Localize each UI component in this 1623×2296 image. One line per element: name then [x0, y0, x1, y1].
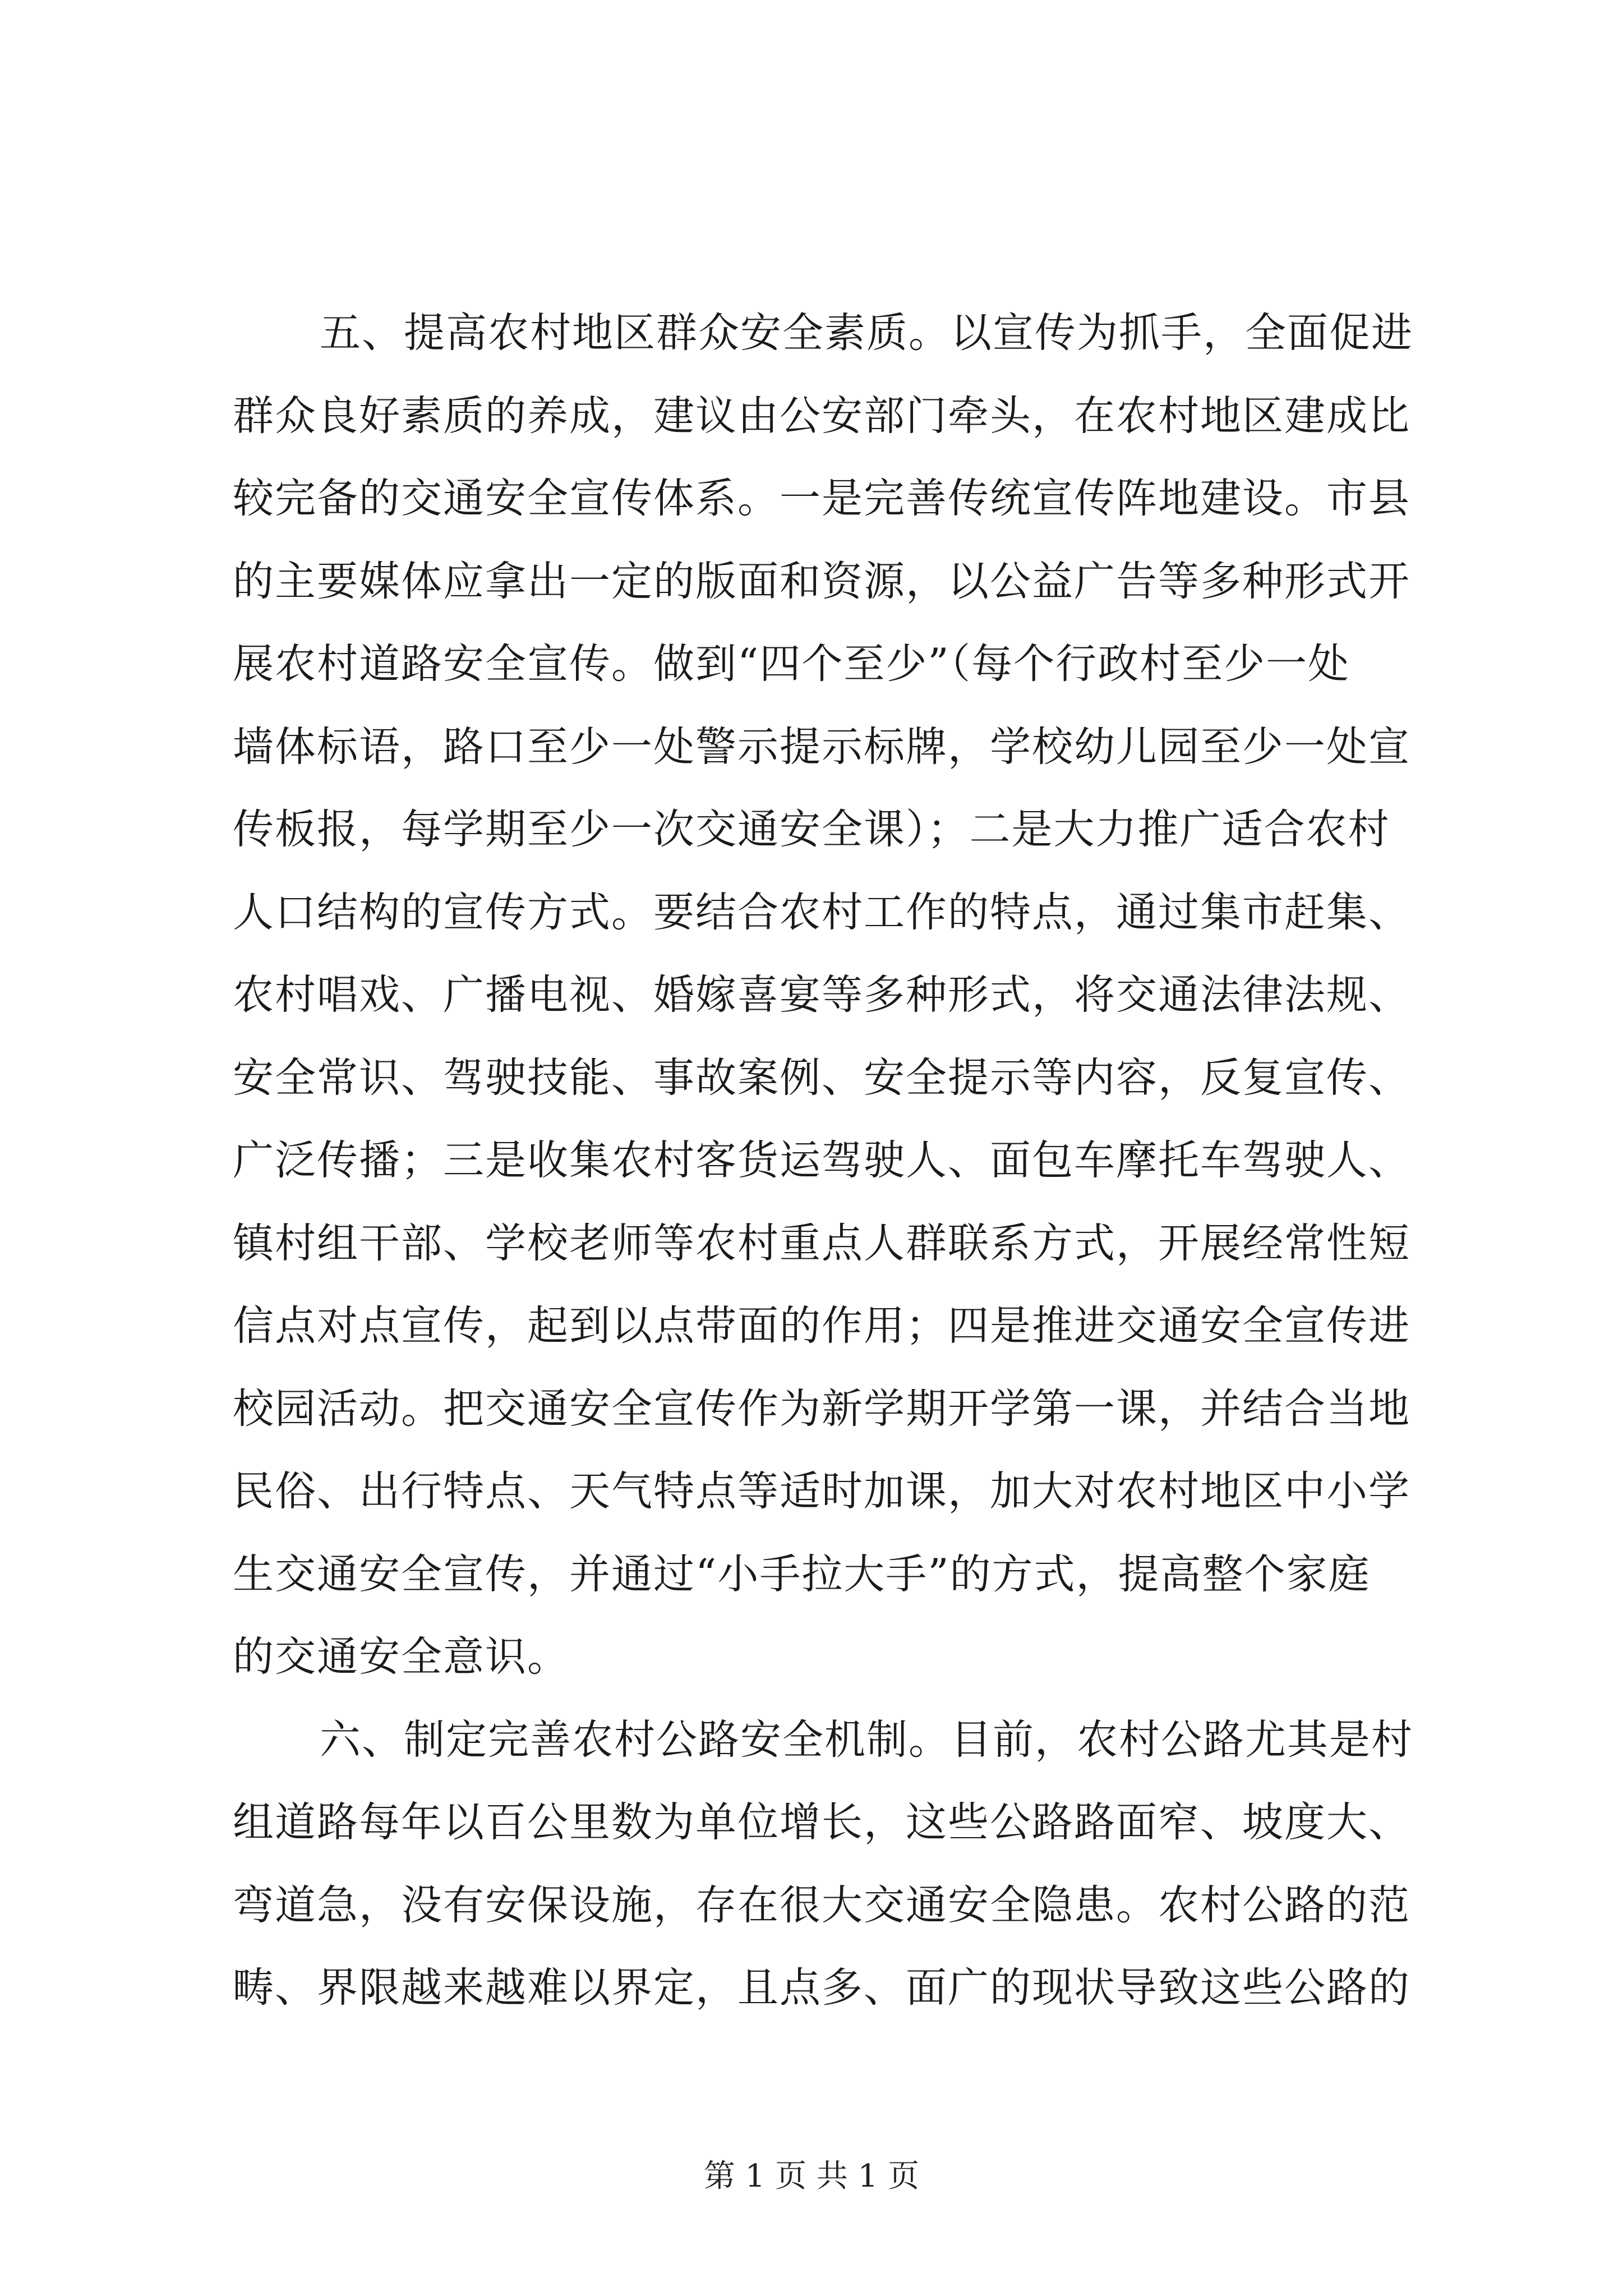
- paragraph-5-line: 信点对点宣传，起到以点带面的作用；四是推进交通安全宣传进: [233, 1302, 1410, 1350]
- paragraph-6-line: 弯道急，没有安保设施，存在很大交通安全隐患。农村公路的范: [233, 1881, 1410, 1929]
- paragraph-5-line: 校园活动。把交通安全宣传作为新学期开学第一课，并结合当地: [233, 1384, 1410, 1433]
- paragraph-5-line: 农村唱戏、广播电视、婚嫁喜宴等多种形式，将交通法律法规、: [233, 971, 1410, 1019]
- paragraph-5-line: 群众良好素质的养成，建议由公安部门牵头，在农村地区建成比: [233, 392, 1410, 440]
- body-text: [233, 292, 1427, 2030]
- paragraph-5-line: 展农村道路安全宣传。做到“四个至少”（每个行政村至少一处: [233, 640, 1350, 688]
- paragraph-5-line: 民俗、出行特点、天气特点等适时加课，加大对农村地区中小学: [233, 1467, 1410, 1515]
- paragraph-5-line: 生交通安全宣传，并通过“小手拉大手”的方式，提高整个家庭: [233, 1550, 1371, 1598]
- paragraph-5-line: 五、提高农村地区群众安全素质。以宣传为抓手，全面促进: [320, 309, 1413, 357]
- paragraph-5-line: 传板报，每学期至少一次交通安全课）；二是大力推广适合农村: [233, 806, 1390, 853]
- paragraph-5-line: 镇村组干部、学校老师等农村重点人群联系方式，开展经常性短: [233, 1219, 1410, 1267]
- paragraph-5-line: 人口结构的宣传方式。要结合农村工作的特点，通过集市赶集、: [233, 888, 1410, 936]
- paragraph-5-line: 墙体标语，路口至少一处警示提示标牌，学校幼儿园至少一处宣: [233, 723, 1410, 771]
- paragraph-5-line: 安全常识、驾驶技能、事故案例、安全提示等内容，反复宣传、: [233, 1053, 1410, 1102]
- paragraph-6-line: 六、制定完善农村公路安全机制。目前，农村公路尤其是村: [320, 1715, 1413, 1764]
- paragraph-6-line: 畴、界限越来越难以界定，且点多、面广的现状导致这些公路的: [233, 1964, 1410, 2012]
- paragraph-5-line: 较完备的交通安全宣传体系。一是完善传统宣传阵地建设。市县: [233, 475, 1410, 522]
- page-footer: 第 1 页 共 1 页: [703, 2158, 920, 2194]
- paragraph-5-line: 的交通安全意识。: [233, 1633, 569, 1681]
- paragraph-6-line: 组道路每年以百公里数为单位增长，这些公路路面窄、坡度大、: [233, 1798, 1410, 1846]
- paragraph-5-line: 的主要媒体应拿出一定的版面和资源，以公益广告等多种形式开: [233, 557, 1410, 605]
- paragraph-5-line: 广泛传播；三是收集农村客货运驾驶人、面包车摩托车驾驶人、: [233, 1137, 1410, 1184]
